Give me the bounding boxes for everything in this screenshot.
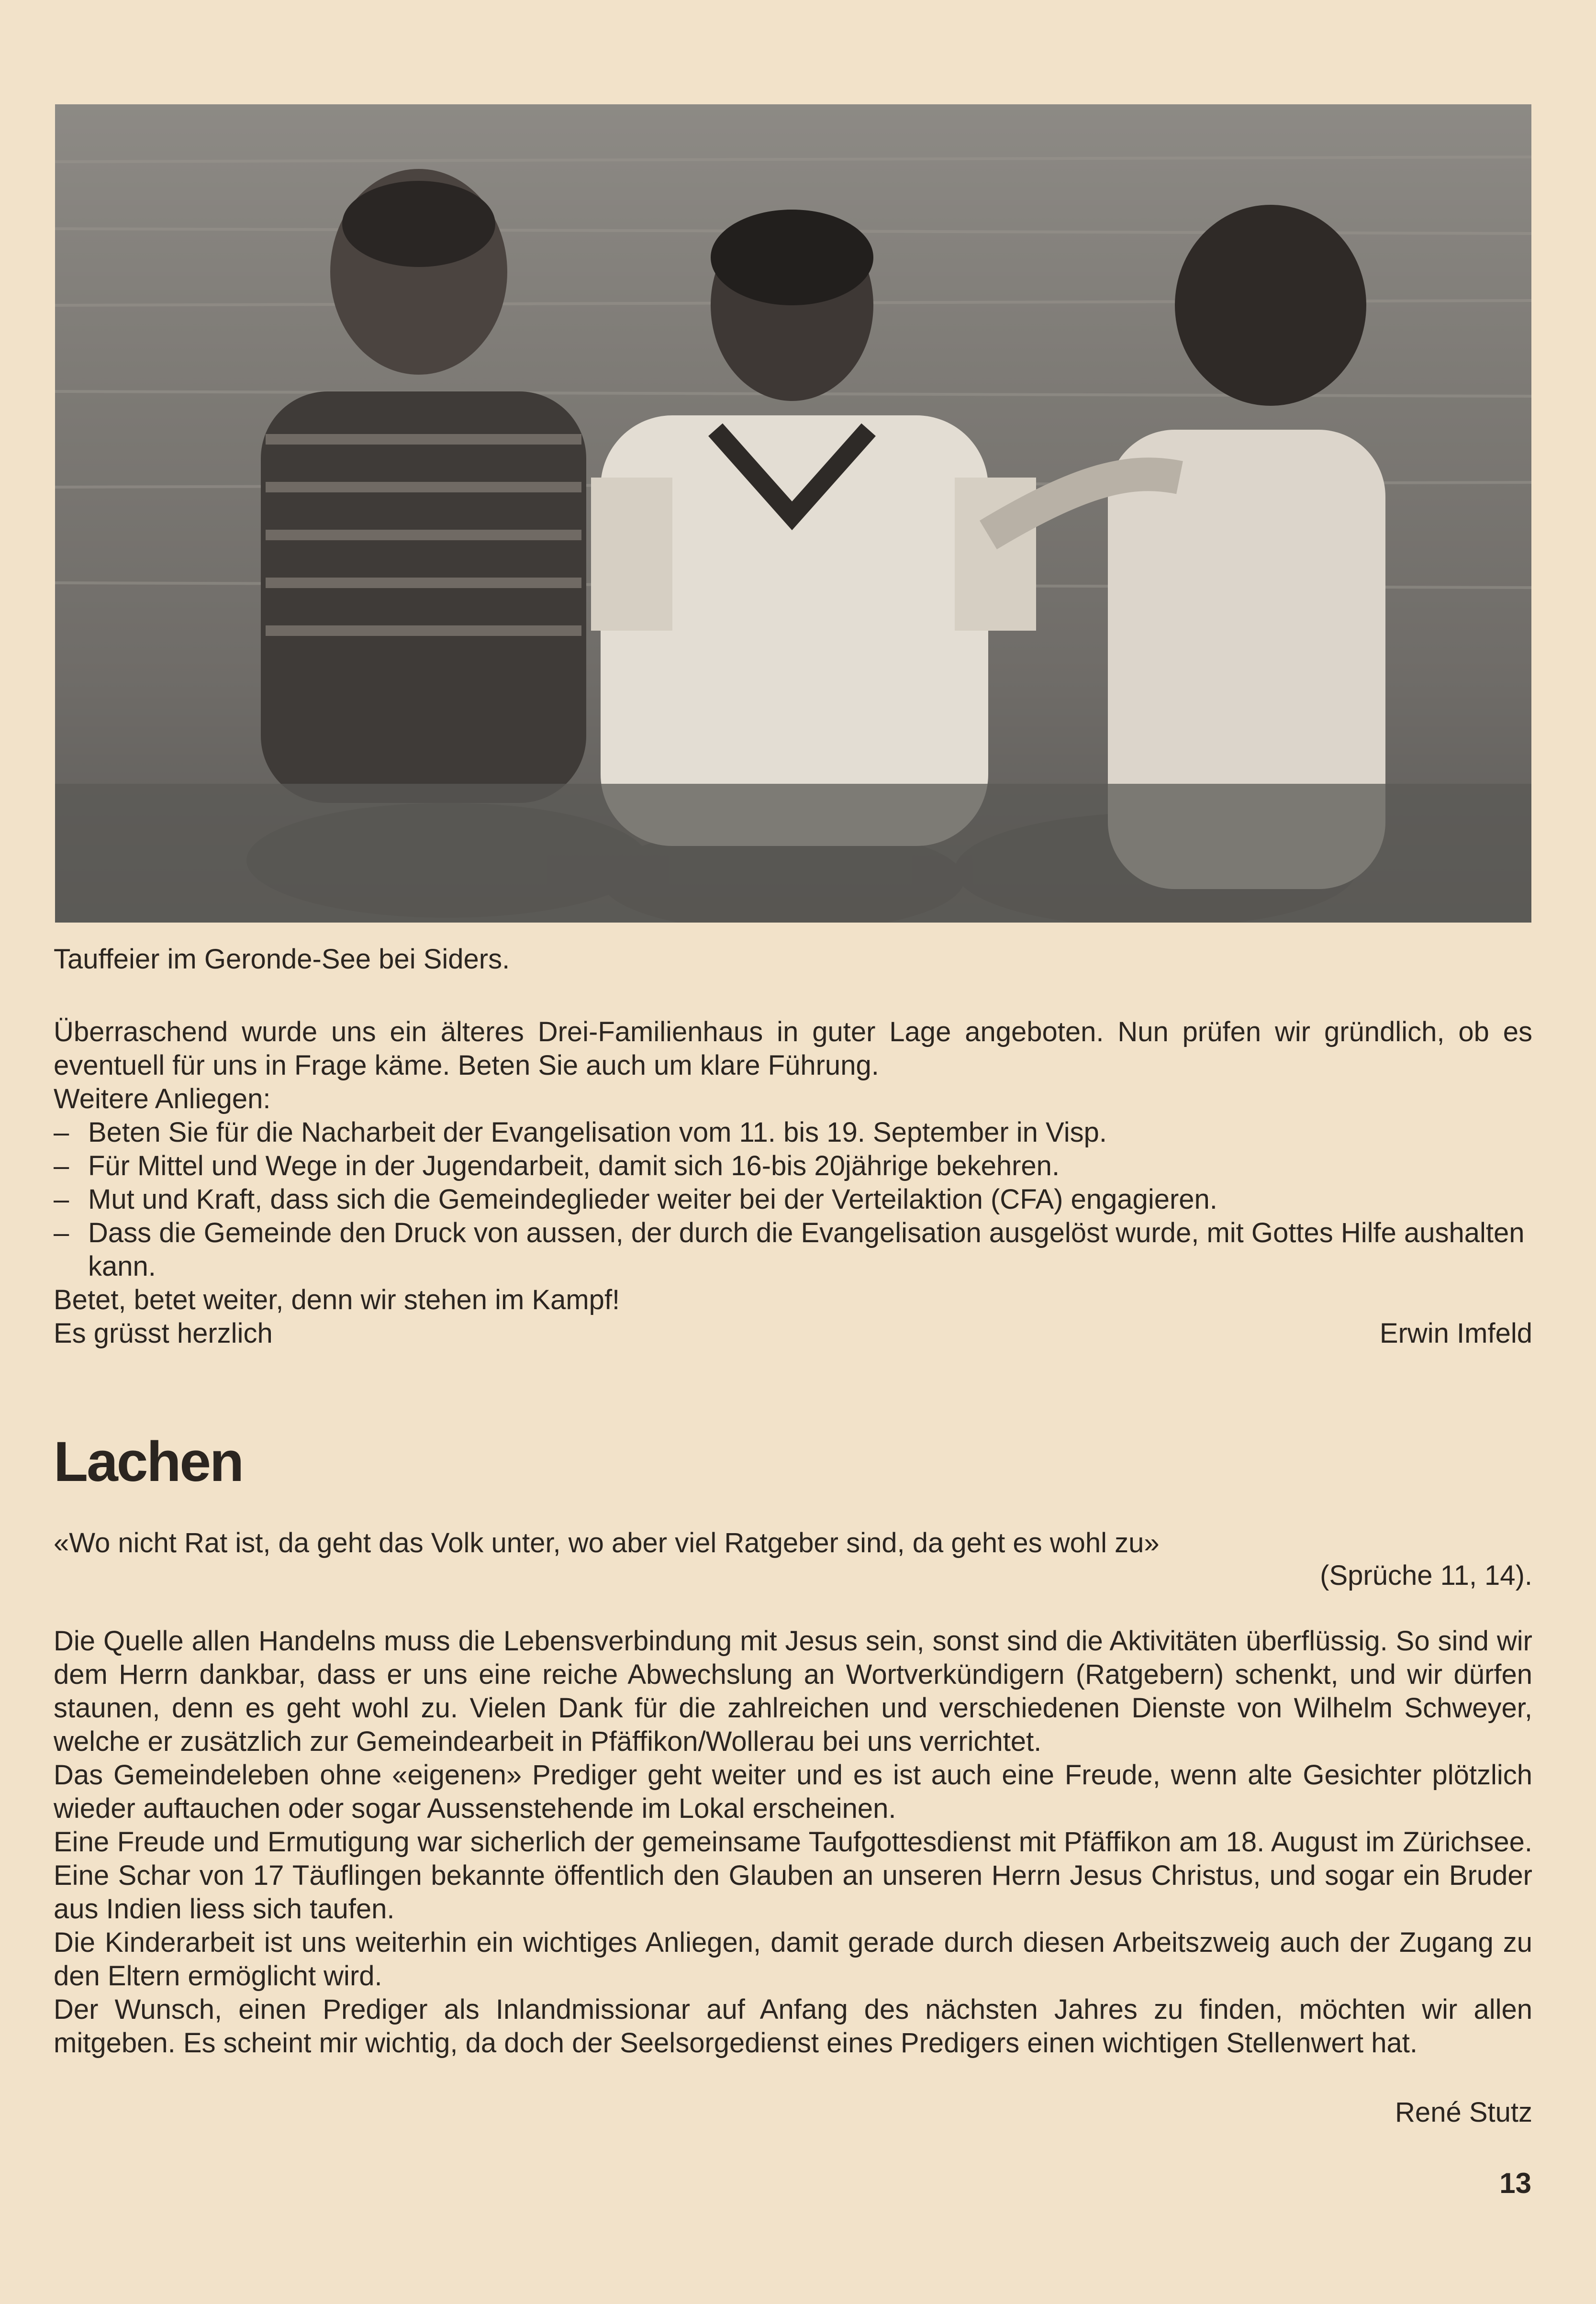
- photo-illustration: [55, 104, 1531, 923]
- anliegen-title: Weitere Anliegen:: [54, 1083, 271, 1114]
- body-paragraph: Der Wunsch, einen Prediger als Inlandmissionar auf Anfang des nächsten Jahres zu finden, möchten wir allen mitgeben. Es scheint mir wichtig, da doch der Seelsorgedienst eines Predigers einen wichtigen Stellenwert hat.: [54, 1994, 1532, 2059]
- section-heading: Lachen: [54, 1430, 243, 1493]
- quote-reference: (Sprüche 11, 14).: [1320, 1560, 1532, 1591]
- body-paragraph: Die Kinderarbeit ist uns weiterhin ein wichtiges Anliegen, damit gerade durch diesen Arbeitszweig auch der Zugang zu den Eltern ermöglicht wird.: [54, 1927, 1532, 1992]
- body-text: [54, 1625, 1532, 2060]
- list-item: – Dass die Gemeinde den Druck von aussen, der durch die Evangelisation ausgelöst wurde, mit Gottes Hilfe aushalten kann.: [54, 1216, 1532, 1283]
- photo-caption: Tauffeier im Geronde-See bei Siders.: [54, 944, 510, 975]
- author-name: René Stutz: [1395, 2097, 1532, 2128]
- signature-row: [54, 1317, 1532, 1350]
- list-item: – Für Mittel und Wege in der Jugendarbeit, damit sich 16-bis 20jährige bekehren.: [54, 1149, 1532, 1183]
- intro-paragraph: [54, 1015, 1532, 1116]
- closing-line: Betet, betet weiter, denn wir stehen im Kampf!: [54, 1284, 620, 1315]
- body-paragraph: Eine Freude und Ermutigung war sicherlich der gemeinsame Taufgottesdienst mit Pfäffikon am 18. August im Zürichsee. Eine Schar von 17 Täuflingen bekannte öffentlich den Glauben an unseren Herrn Jesus Christus, und sogar ein Bruder aus Indien liess sich taufen.: [54, 1826, 1532, 1925]
- greeting: Es grüsst herzlich: [54, 1318, 273, 1349]
- paragraph-text: Überraschend wurde uns ein älteres Drei-Familienhaus in guter Lage angeboten. Nun prüfen wir gründlich, ob es eventuell für uns in Frage käme. Beten Sie auch um klare Führung.: [54, 1016, 1532, 1081]
- body-paragraph: Das Gemeindeleben ohne «eigenen» Prediger geht weiter und es ist auch eine Freude, wenn alte Gesichter plötzlich wieder auftauchen oder sogar Aussenstehende im Lokal erscheinen.: [54, 1759, 1532, 1824]
- person-left: [261, 169, 586, 803]
- body-paragraph: Die Quelle allen Handelns muss die Lebensverbindung mit Jesus sein, sonst sind die Aktivitäten überflüssig. So sind wir dem Herrn dankbar, dass er uns eine reiche Abwechslung an Wortverkündigern (Ratgebern) schenkt, und wir dürfen staunen, denn es geht wohl zu. Vielen Dank für die zahlreichen und verschiedenen Dienste von Wilhelm Schweyer, welche er zusätzlich zur Gemeindearbeit in Pfäffikon/Wollerau bei uns verrichtet.: [54, 1625, 1532, 1757]
- bible-quote: «Wo nicht Rat ist, da geht das Volk unter, wo aber viel Ratgeber sind, da geht es wohl zu»: [54, 1527, 1160, 1558]
- person-middle: [591, 210, 1036, 846]
- baptism-photo: [55, 104, 1531, 923]
- prayer-list: [54, 1116, 1532, 1283]
- page-number: 13: [1499, 2167, 1531, 2199]
- list-item: – Mut und Kraft, dass sich die Gemeindeglieder weiter bei der Verteilaktion (CFA) engagieren.: [54, 1183, 1532, 1216]
- author-name: Erwin Imfeld: [1379, 1318, 1532, 1349]
- list-item: – Beten Sie für die Nacharbeit der Evangelisation vom 11. bis 19. September in Visp.: [54, 1116, 1532, 1149]
